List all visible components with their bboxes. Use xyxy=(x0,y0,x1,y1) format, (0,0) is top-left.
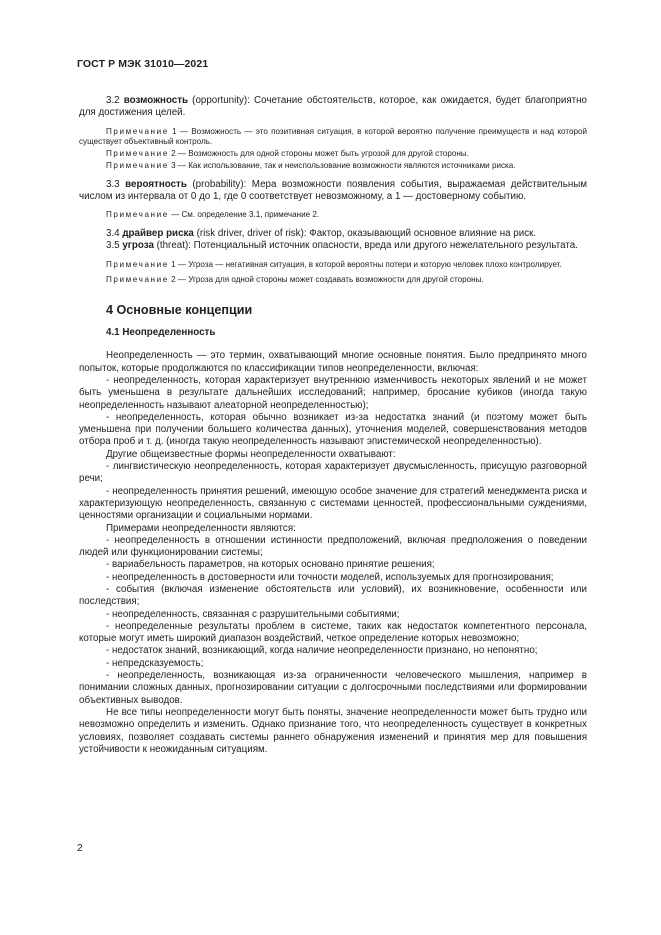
term-threat: угроза xyxy=(122,240,154,252)
note-3-2-2: Примечание 2 — Возможность для одной стороны может быть угрозой для другой стороны. xyxy=(106,149,469,159)
term-opportunity: возможность xyxy=(123,95,189,106)
definition-3-2: 3.2 возможность (opportunity): Сочетание обстоятельств, которое, как ожидается, будет благоприятно для достижения целей. xyxy=(79,95,588,119)
note-3-5-2: Примечание 2 — Угроза для одной стороны может создавать возможности для другой стороны. xyxy=(106,274,484,284)
list-item: - неопределенность, которая характеризует внутреннюю изменчивость некоторых явлений и не может быть уменьшена в результате дальнейших исследований; например, бросание кубиков (иногда такую неопределенность называют алеаторной неопределенностью); xyxy=(79,374,587,411)
list-item: - неопределенность в достоверности или точности моделей, используемых для прогнозирования; xyxy=(106,571,554,583)
list-item: - лингвистическую неопределенность, которая характеризует двусмысленность, присущую разговорной речи; xyxy=(79,461,587,485)
standard-header: ГОСТ Р МЭК 31010—2021 xyxy=(77,58,209,70)
subsection-title: 4.1 Неопределенность xyxy=(106,327,216,339)
list-item: - неопределенность принятия решений, имеющую особое значение для стратегий менеджмента риска и характеризующую неопределенность, связанную с системами ценностей, профессиональными суждениями, ценностями организации и социальными нормами. xyxy=(79,485,587,522)
note-3-3: Примечание — См. определение 3.1, примечание 2. xyxy=(106,210,320,220)
list-item: - неопределенность, возникающая из-за ограниченности человеческого мышления, например в понимании сложных данных, прогнозировании ситуации с долгосрочными последствиями или формировании объективных выводов. xyxy=(79,670,587,706)
definition-3-5: 3.5 угроза (threat): Потенциальный источник опасности, вреда или другого нежелательного результата. xyxy=(106,240,578,252)
term-probability: вероятность xyxy=(125,178,187,190)
body-paragraph: Примерами неопределенности являются: xyxy=(106,522,296,534)
definition-3-4: 3.4 драйвер риска (risk driver, driver of risk): Фактор, оказывающий основное влияние на риск. xyxy=(106,228,537,240)
term-risk-driver: драйвер риска xyxy=(122,228,194,240)
note-3-5-1: Примечание 1 — Угроза — негативная ситуация, в которой вероятны потери и которую человек плохо контролирует. xyxy=(106,259,562,269)
section-body xyxy=(79,350,587,756)
note-3-2-1: Примечание 1 — Возможность — это позитивная ситуация, в которой вероятно получение преимуществ и над которой существует объективный контроль. xyxy=(79,126,587,147)
section-title: 4 Основные концепции xyxy=(106,303,253,318)
list-item: - недостаток знаний, возникающий, когда наличие неопределенности признано, но непонятно; xyxy=(106,645,538,657)
body-paragraph: Неопределенность — это термин, охватывающий многие основные понятия. Было предпринято много попыток, которые продолжаются по классификации типов неопределенности, включая: xyxy=(79,350,587,374)
list-item: - неопределенность, которая обычно возникает из-за недостатка знаний (и поэтому может быть уменьшена при получении большего количества данных), уточнения моделей, совершенствования методов отбора проб и т. д. (иногда такую неопределенность называют эпистемической неопределенностью). xyxy=(79,411,587,448)
page-content xyxy=(79,95,587,756)
list-item: - неопределенность в отношении истинности предположений, включая предположения о поведении людей или функционировании системы; xyxy=(79,534,587,559)
note-3-2-3: Примечание 3 — Как использование, так и неиспользование возможности являются источниками риска. xyxy=(106,160,516,170)
page-number: 2 xyxy=(77,843,83,854)
list-item: - вариабельность параметров, на которых основано принятие решения; xyxy=(106,559,435,571)
list-item: - неопределенность, связанная с разрушительными событиями; xyxy=(106,608,400,620)
body-paragraph: Другие общеизвестные формы неопределенности охватывают: xyxy=(106,448,396,460)
list-item: - неопределенные результаты проблем в системе, таких как недостаток компетентного персонала, которые могут иметь широкий диапазон воздействий, четкое определение которых невозможно; xyxy=(79,620,587,645)
list-item: - события (включая изменение обстоятельств или условий), их возникновение, особенности или последствия; xyxy=(79,584,587,608)
body-paragraph: Не все типы неопределенности могут быть поняты, значение неопределенности может быть трудно или невозможно определить и изменить. Однако признание того, что неопределенность существует в конкретных условиях, позволяет создавать системы раннего обнаружения изменений и принятия мер для повышения устойчивости к неожиданным ситуациям. xyxy=(79,706,587,755)
definition-3-3: 3.3 вероятность (probability): Мера возможности появления события, выражаемая действительным числом из интервала от 0 до 1, где 0 соответствует невозможному, а 1 — достоверному событию. xyxy=(79,178,588,203)
list-item: - непредсказуемость; xyxy=(106,657,204,669)
